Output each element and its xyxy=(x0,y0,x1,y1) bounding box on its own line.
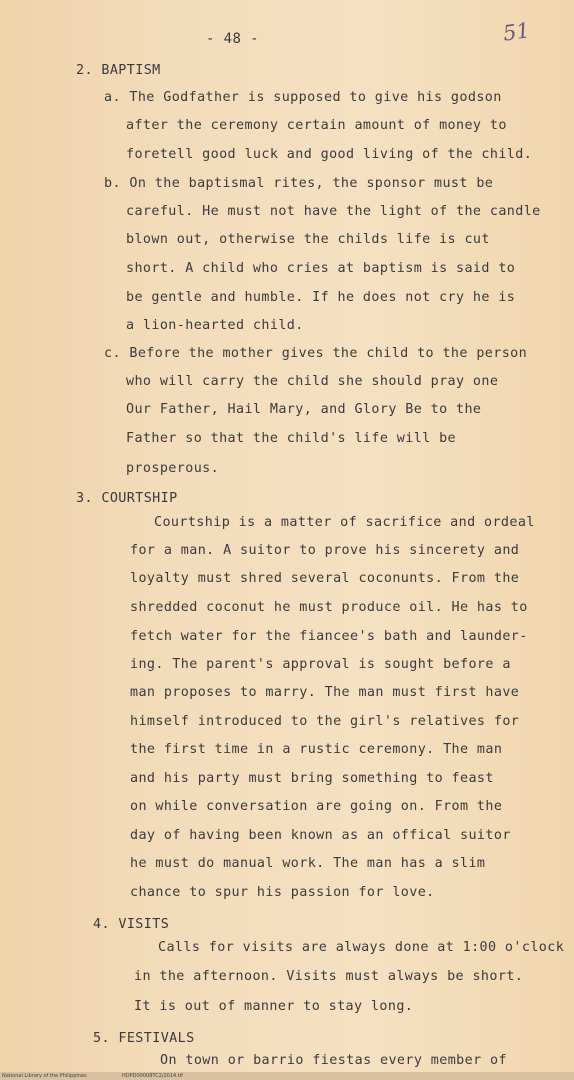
text-line: himself introduced to the girl's relatives for xyxy=(130,714,520,729)
text-line: who will carry the child she should pray one xyxy=(126,374,499,389)
text-line: Calls for visits are always done at 1:00 o'clock xyxy=(158,940,565,955)
text-line: a. The Godfather is supposed to give his godson xyxy=(104,90,502,105)
text-line: a lion-hearted child. xyxy=(126,318,304,333)
text-line: loyalty must shred several coconunts. From the xyxy=(130,571,520,586)
text-line: Father so that the child's life will be xyxy=(126,431,457,446)
text-line: in the afternoon. Visits must always be short. xyxy=(134,969,524,984)
section-heading-baptism: 2. BAPTISM xyxy=(76,63,161,78)
section-heading-visits: 4. VISITS xyxy=(93,917,170,932)
page-stamp-number: 51 xyxy=(501,18,532,46)
text-line: after the ceremony certain amount of money to xyxy=(126,118,507,133)
scan-footer xyxy=(0,1072,574,1080)
text-line: Our Father, Hail Mary, and Glory Be to the xyxy=(126,402,482,417)
text-line: he must do manual work. The man has a slim xyxy=(130,856,486,871)
text-line: c. Before the mother gives the child to the person xyxy=(104,346,528,361)
text-line: fetch water for the fiancee's bath and launder- xyxy=(130,629,528,644)
section-heading-courtship: 3. COURTSHIP xyxy=(76,491,178,506)
text-line: for a man. A suitor to prove his sincerety and xyxy=(130,543,520,558)
text-line: man proposes to marry. The man must first have xyxy=(130,685,520,700)
text-line: shredded coconut he must produce oil. He has to xyxy=(130,600,528,615)
text-line: prosperous. xyxy=(126,461,220,476)
text-line: on while conversation are going on. From the xyxy=(130,799,503,814)
text-line: ing. The parent's approval is sought before a xyxy=(130,657,511,672)
text-line: day of having been known as an offical suitor xyxy=(130,828,511,843)
footer-filename: HDPD00008TC2/2014.tif xyxy=(122,1073,183,1079)
text-line: the first time in a rustic ceremony. The man xyxy=(130,742,503,757)
text-line: Courtship is a matter of sacrifice and ordeal xyxy=(154,515,535,530)
text-line: On town or barrio fiestas every member of xyxy=(160,1053,507,1068)
text-line: It is out of manner to stay long. xyxy=(134,999,414,1014)
text-line: careful. He must not have the light of the candle xyxy=(126,204,541,219)
text-line: b. On the baptismal rites, the sponsor must be xyxy=(104,176,494,191)
text-line: foretell good luck and good living of the child. xyxy=(126,147,533,162)
section-heading-festivals: 5. FESTIVALS xyxy=(93,1031,195,1046)
text-line: blown out, otherwise the childs life is cut xyxy=(126,232,490,247)
text-line: short. A child who cries at baptism is said to xyxy=(126,261,516,276)
page-number: - 48 - xyxy=(206,31,259,47)
text-line: be gentle and humble. If he does not cry he is xyxy=(126,290,516,305)
footer-source: National Library of the Philippines xyxy=(2,1073,87,1079)
text-line: chance to spur his passion for love. xyxy=(130,885,435,900)
text-line: and his party must bring something to feast xyxy=(130,771,494,786)
